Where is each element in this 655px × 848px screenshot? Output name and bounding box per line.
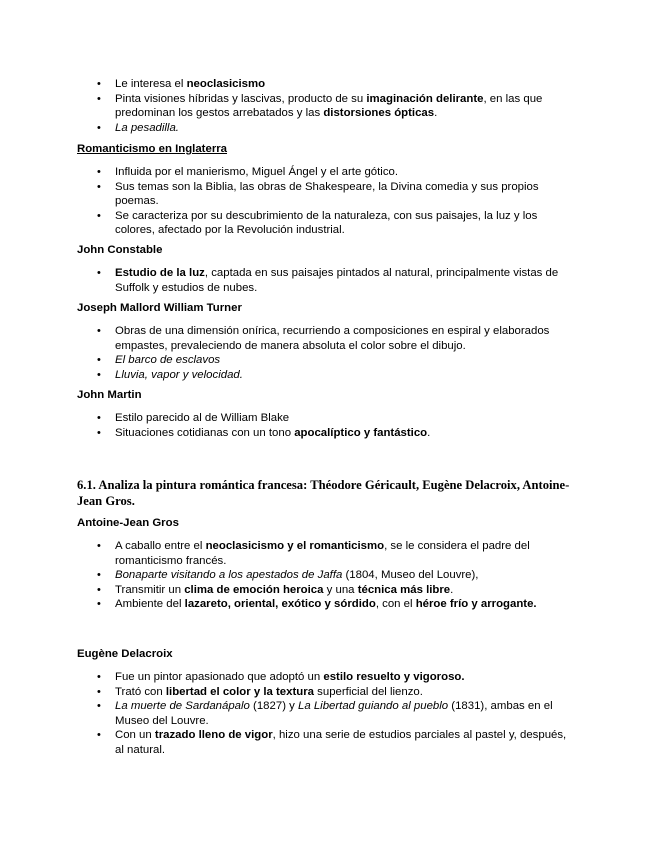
text: Influida por el manierismo, Miguel Ángel y el arte gótico. — [115, 166, 399, 178]
section-heading-romanticismo: Romanticismo en Inglaterra — [77, 143, 228, 155]
bullet-list-martin — [77, 411, 577, 440]
bullet-list-delacroix — [77, 670, 577, 757]
list-item — [77, 92, 577, 121]
text: , se le considera el padre del romanticismo francés. — [115, 540, 530, 567]
bold-text: neoclasicismo y el romanticismo — [205, 540, 385, 552]
text: Le interesa el — [115, 78, 187, 90]
text: . — [450, 583, 454, 596]
italic-text: Bonaparte visitando a los apestados de Jaffa — [115, 569, 343, 581]
bold-text: clima de emoción heroica — [184, 583, 324, 596]
heading-martin: John Martin — [77, 389, 142, 401]
text: , hizo una serie de estudios parciales al pastel y, después, al natural. — [115, 729, 567, 756]
list-item — [77, 353, 577, 368]
heading-gros: Antoine-Jean Gros — [77, 517, 179, 529]
bold-text: distorsiones ópticas — [323, 107, 435, 119]
text: superficial del lienzo. — [314, 685, 423, 698]
bold-text: Estudio de la luz — [115, 267, 205, 279]
text: Fue un pintor apasionado que adoptó un — [115, 671, 324, 683]
bold-text: trazado lleno de vigor — [154, 729, 273, 741]
list-item — [77, 165, 577, 180]
text: Estilo parecido al de William Blake — [115, 412, 290, 424]
list-item — [77, 583, 577, 598]
text: Se caracteriza por su descubrimiento de la naturaleza, con sus paisajes, la luz y los colores, afectado por la Revolución industrial. — [115, 209, 538, 236]
text: , con el — [375, 598, 416, 610]
bold-text: héroe frío y arrogante. — [415, 598, 537, 610]
bullet-list-turner — [77, 324, 577, 382]
text: . — [434, 107, 438, 119]
bold-text: estilo resuelto y vigoroso. — [323, 671, 465, 683]
text: y una — [323, 583, 358, 596]
text: Ambiente del — [115, 598, 185, 610]
list-item — [77, 539, 577, 568]
text: Con un — [115, 729, 155, 741]
text: Obras de una dimensión onírica, recurriendo a composiciones en espiral y elaborados empastes, prevaleciendo de manera absoluta el color sobre el dibujo. — [115, 325, 550, 352]
text: A caballo entre el — [115, 540, 206, 552]
text: Situaciones cotidianas con un tono — [115, 426, 295, 439]
list-item — [77, 699, 577, 728]
text: (1831), ambas en el Museo del Louvre. — [115, 700, 553, 727]
bold-text: lazareto, oriental, exótico y sórdido — [184, 598, 376, 610]
bold-text: apocalíptico y fantástico — [294, 426, 428, 439]
list-item — [77, 685, 577, 700]
bold-text: técnica más libre — [357, 583, 451, 596]
bold-text: imaginación delirante — [366, 92, 484, 105]
bullet-list-constable — [77, 266, 577, 295]
italic-text: La Libertad guiando al pueblo — [298, 700, 449, 712]
heading-turner: Joseph Mallord William Turner — [77, 302, 242, 314]
text: Sus temas son la Biblia, las obras de Shakespeare, la Divina comedia y sus propios poemas. — [115, 180, 539, 207]
text: Trató con — [115, 685, 166, 698]
list-item — [77, 266, 577, 295]
list-item — [77, 670, 577, 685]
list-item — [77, 324, 577, 353]
heading-delacroix: Eugène Delacroix — [77, 648, 173, 660]
heading-constable: John Constable — [77, 244, 163, 256]
italic-text: La muerte de Sardanápalo — [115, 700, 250, 712]
list-item — [77, 180, 577, 209]
list-item — [77, 368, 577, 383]
list-item — [77, 121, 577, 136]
text: , en las que predominan los gestos arrebatados y las — [115, 92, 543, 119]
list-item — [77, 77, 577, 92]
list-item — [77, 597, 577, 612]
list-item — [77, 411, 577, 426]
text: , captada en sus paisajes pintados al natural, principalmente vistas de Suffolk y estudios de nubes. — [115, 267, 559, 294]
text: . — [427, 426, 431, 439]
text: (1804, Museo del Louvre), — [342, 569, 479, 581]
bullet-list-gros — [77, 539, 577, 612]
section-title: 6.1. Analiza la pintura romántica francesa: Théodore Géricault, Eugène Delacroix, Antoine-Jean Gros. — [77, 478, 570, 508]
italic-text: La pesadilla. — [115, 121, 179, 134]
bold-text: neoclasicismo — [186, 78, 266, 90]
text: (1827) y — [249, 700, 299, 712]
italic-text: Lluvia, vapor y velocidad. — [115, 368, 243, 381]
bold-text: libertad el color y la textura — [165, 685, 314, 698]
list-item — [77, 209, 577, 238]
list-item — [77, 728, 577, 757]
text: Pinta visiones híbridas y lascivas, producto de su — [115, 92, 367, 105]
bullet-list-fuseli — [77, 77, 577, 135]
text: Transmitir un — [115, 583, 185, 596]
bullet-list-romanticismo — [77, 165, 577, 238]
list-item — [77, 568, 577, 583]
italic-text: El barco de esclavos — [115, 354, 221, 366]
list-item — [77, 426, 577, 441]
